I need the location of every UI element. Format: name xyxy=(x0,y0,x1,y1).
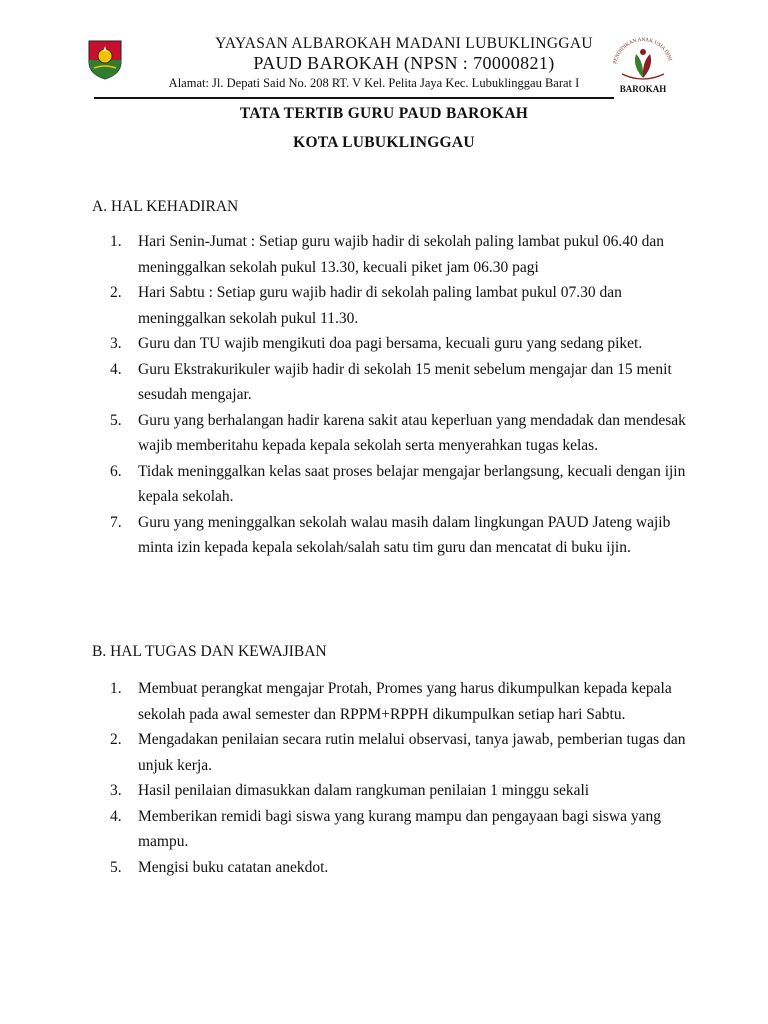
logo-barokah-text: BAROKAH xyxy=(619,84,667,94)
list-item: 4. Memberikan remidi bagi siswa yang kurang mampu dan pengayaan bagi siswa yang mampu. xyxy=(110,807,661,850)
section-a-list xyxy=(110,229,690,561)
list-item: 7. Guru yang meninggalkan sekolah walau masih dalam lingkungan PAUD Jateng wajib minta izin kepada kepala sekolah/salah satu tim guru dan mencatat di buku ijin. xyxy=(110,513,671,556)
list-item: 3. Hasil penilaian dimasukkan dalam rangkuman penilaian 1 minggu sekali xyxy=(110,782,590,799)
document-title: TATA TERTIB GURU PAUD BAROKAH xyxy=(239,105,529,122)
list-item: 4. Guru Ekstrakurikuler wajib hadir di sekolah 15 menit sebelum mengajar dan 15 menit sesudah mengajar. xyxy=(110,360,672,403)
list-item: 5. Mengisi buku catatan anekdot. xyxy=(110,858,329,876)
list-item: 6. Tidak meninggalkan kelas saat proses belajar mengajar berlangsung, kecuali dengan ijin kepala sekolah. xyxy=(110,462,686,505)
list-item: 2. Hari Sabtu : Setiap guru wajib hadir di sekolah paling lambat pukul 07.30 dan meninggalkan sekolah pukul 11.30. xyxy=(110,284,622,327)
school-name: PAUD BAROKAH (NPSN : 70000821) xyxy=(253,53,555,73)
paud-barokah-logo xyxy=(608,34,678,96)
section-b-heading: B. HAL TUGAS DAN KEWAJIBAN xyxy=(92,643,327,660)
list-item: 3. Guru dan TU wajib mengikuti doa pagi bersama, kecuali guru yang sedang piket. xyxy=(110,335,643,352)
list-item: 5. Guru yang berhalangan hadir karena sakit atau keperluan yang mendadak dan mendesak wajib memberitahu kepada kepala sekolah serta menyerahkan tugas kelas. xyxy=(110,411,686,454)
section-a-heading: A. HAL KEHADIRAN xyxy=(92,198,239,215)
letterhead-divider xyxy=(94,97,614,99)
foundation-name: YAYASAN ALBAROKAH MADANI LUBUKLINGGAU xyxy=(215,35,593,52)
city-emblem-logo xyxy=(86,38,124,80)
document-subtitle: KOTA LUBUKLINGGAU xyxy=(293,134,475,151)
letterhead xyxy=(0,0,768,104)
list-item: 2. Mengadakan penilaian secara rutin melalui observasi, tanya jawab, pemberian tugas dan unjuk kerja. xyxy=(110,731,686,774)
logo-arc-text: PENDIDIKAN ANAK USIA DINI xyxy=(612,36,673,65)
list-item: 1. Membuat perangkat mengajar Protah, Promes yang harus dikumpulkan kepada kepala sekolah pada awal semester dan RPPM+RPPH dikumpulkan setiap hari Sabtu. xyxy=(110,680,672,723)
section-b-list xyxy=(110,676,690,880)
school-address: Alamat: Jl. Depati Said No. 208 RT. V Kel. Pelita Jaya Kec. Lubuklinggau Barat I xyxy=(168,76,580,90)
list-item: 1. Hari Senin-Jumat : Setiap guru wajib hadir di sekolah paling lambat pukul 06.40 dan meninggalkan sekolah pukul 13.30, kecuali piket jam 06.30 pagi xyxy=(110,233,665,276)
